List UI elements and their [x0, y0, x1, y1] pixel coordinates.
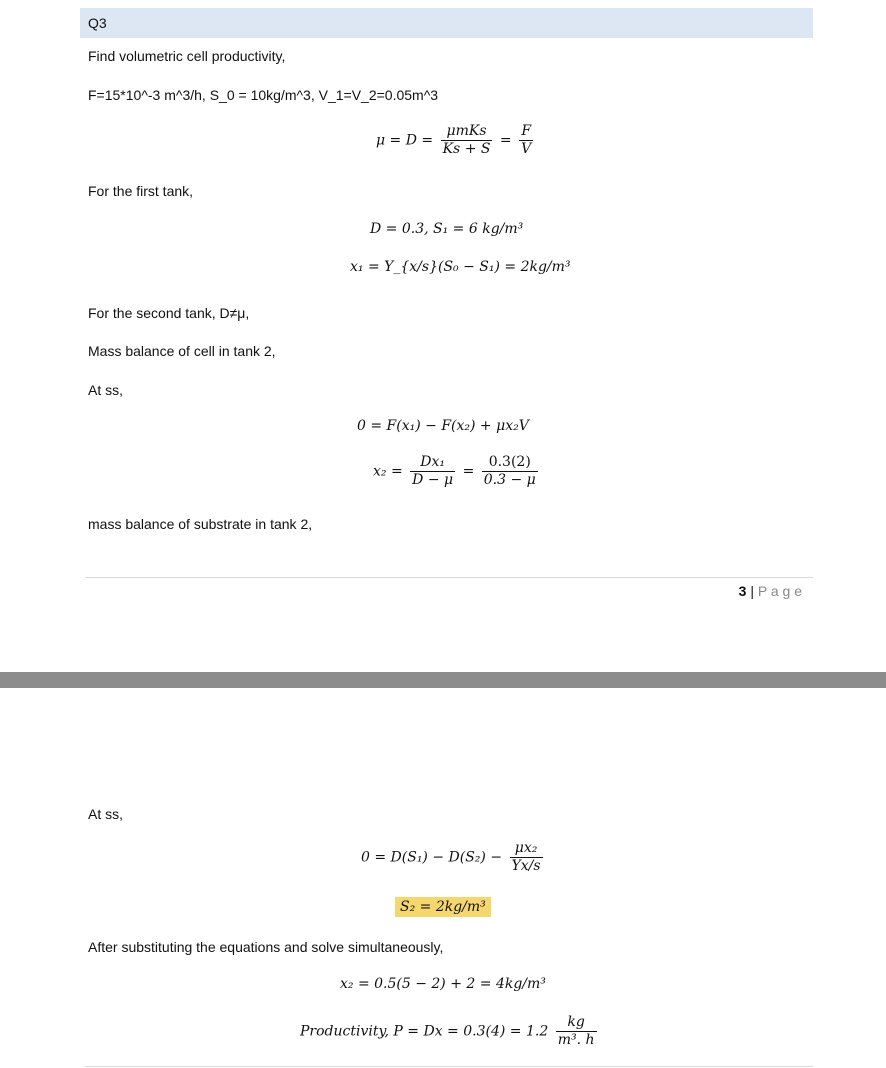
equation-x2: x₂ = $\frac{\text{Dx₁}}{D - \mu}$ = $\frac{0.3(2)}{0.3 - \mu}$ [373, 454, 536, 488]
cell-balance-label: Mass balance of cell in tank 2, [88, 343, 276, 359]
footer-divider-2 [85, 1066, 813, 1067]
section-title-bar [80, 8, 813, 38]
given-values: F=15*10^-3 m^3/h, S_0 = 10kg/m^3, V_1=V_2=0.05m^3 [88, 87, 439, 103]
equation-substrate-balance: 0 = D(S₁) − D(S₂) − $\frac{\text{μx₂}}{Yx/s}$ [361, 840, 541, 874]
equation-cell-balance: 0 = F(x₁) − F(x₂) + μx₂V [357, 418, 529, 434]
equation-productivity: Productivity, P = Dx = 0.3(4) = 1.2 $\frac{kg}{\text{m³. h}}$ [300, 1014, 595, 1048]
substrate-balance-label: mass balance of substrate in tank 2, [88, 516, 313, 532]
equation-dilution: D = 0.3, S₁ = 6 kg/m³ [370, 221, 524, 237]
section-title: Q3 [88, 15, 107, 31]
steady-state-label: At ss, [88, 382, 124, 398]
equation-x2-result: x₂ = 0.5(5 − 2) + 2 = 4kg/m³ [340, 976, 546, 992]
first-tank-label: For the first tank, [88, 183, 194, 199]
footer-separator: | [750, 583, 754, 599]
find-line: Find volumetric cell productivity, [88, 48, 286, 64]
page-footer [739, 583, 802, 599]
page-number: 3 [738, 583, 747, 599]
after-substituting-text: After substituting the equations and solve simultaneously, [88, 939, 444, 955]
footer-page-word: P a g e [757, 583, 802, 599]
footer-divider [85, 577, 813, 578]
equation-s2-highlighted: S₂ = 2kg/m³ [395, 899, 491, 915]
second-tank-label: For the second tank, D≠μ, [88, 305, 250, 321]
equation-x1: x₁ = Y_{x/s}(S₀ − S₁) = 2kg/m³ [350, 259, 571, 275]
equation-monod: μ = D = $\frac{\text{μmKs}}{Ks + S}$ = $\frac{F}{V}$ [376, 123, 532, 157]
page-separator [0, 672, 886, 688]
steady-state-label-2: At ss, [88, 806, 124, 822]
